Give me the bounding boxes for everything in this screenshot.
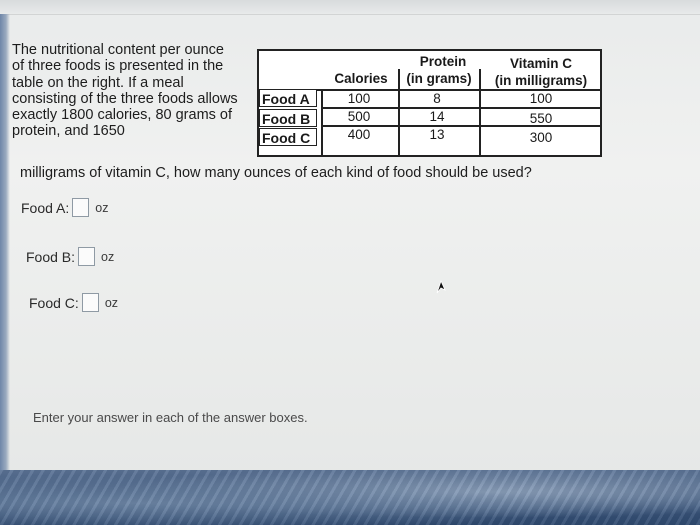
unit-oz: oz: [101, 249, 115, 264]
question-line: The nutritional content per ounce: [12, 42, 224, 58]
header-protein-bottom: (in grams): [406, 71, 472, 86]
mouse-pointer-icon: [432, 278, 448, 294]
answer-input-food-a[interactable]: [72, 198, 89, 217]
unit-oz: oz: [95, 200, 109, 215]
answer-row-food-a: [21, 198, 108, 217]
cell-food-a-protein: 8: [433, 91, 441, 106]
row-label-food-c: Food C: [259, 128, 317, 146]
desk-background: [0, 470, 700, 525]
question-line: protein, and 1650: [12, 123, 125, 140]
question-line: consisting of the three foods allows: [12, 90, 238, 107]
row-label-food-b: Food B: [259, 109, 317, 127]
nutrition-table: [257, 49, 602, 157]
answer-label-food-a: Food A:: [21, 199, 70, 216]
unit-oz: oz: [104, 295, 119, 310]
top-bar: [0, 0, 700, 15]
header-vitamin-bottom: (in milligrams): [494, 73, 588, 88]
answer-input-food-b[interactable]: [78, 247, 95, 266]
answer-label-food-c: Food C:: [29, 294, 79, 311]
question-continuation: milligrams of vitamin C, how many ounces of each kind of food should be used?: [20, 165, 532, 181]
column-divider: [479, 69, 481, 155]
answer-input-food-c[interactable]: [82, 293, 99, 312]
cell-food-c-calories: 400: [347, 127, 371, 142]
cell-food-b-calories: 500: [347, 109, 371, 124]
cell-food-a-calories: 100: [347, 91, 371, 106]
header-vitamin-top: Vitamin C: [509, 56, 572, 71]
cell-food-b-vitamin: 550: [529, 111, 553, 126]
answer-label-food-b: Food B:: [26, 248, 76, 265]
question-line: exactly 1800 calories, 80 grams of: [12, 107, 233, 124]
header-calories: Calories: [334, 71, 388, 86]
cell-food-b-protein: 14: [429, 109, 445, 124]
instructions-text: Enter your answer in each of the answer boxes.: [33, 410, 308, 425]
cell-food-c-protein: 13: [429, 127, 445, 142]
question-line: table on the right. If a meal: [12, 74, 184, 91]
row-label-food-a: Food A: [259, 89, 317, 107]
cell-food-a-vitamin: 100: [529, 91, 553, 106]
answer-row-food-c: [29, 293, 118, 312]
answer-row-food-b: [26, 247, 114, 266]
question-text: [12, 42, 262, 140]
cell-food-c-vitamin: 300: [529, 130, 553, 145]
header-protein-top: Protein: [419, 54, 467, 69]
question-line: of three foods is presented in the: [12, 58, 224, 75]
screen-edge: [0, 14, 10, 479]
